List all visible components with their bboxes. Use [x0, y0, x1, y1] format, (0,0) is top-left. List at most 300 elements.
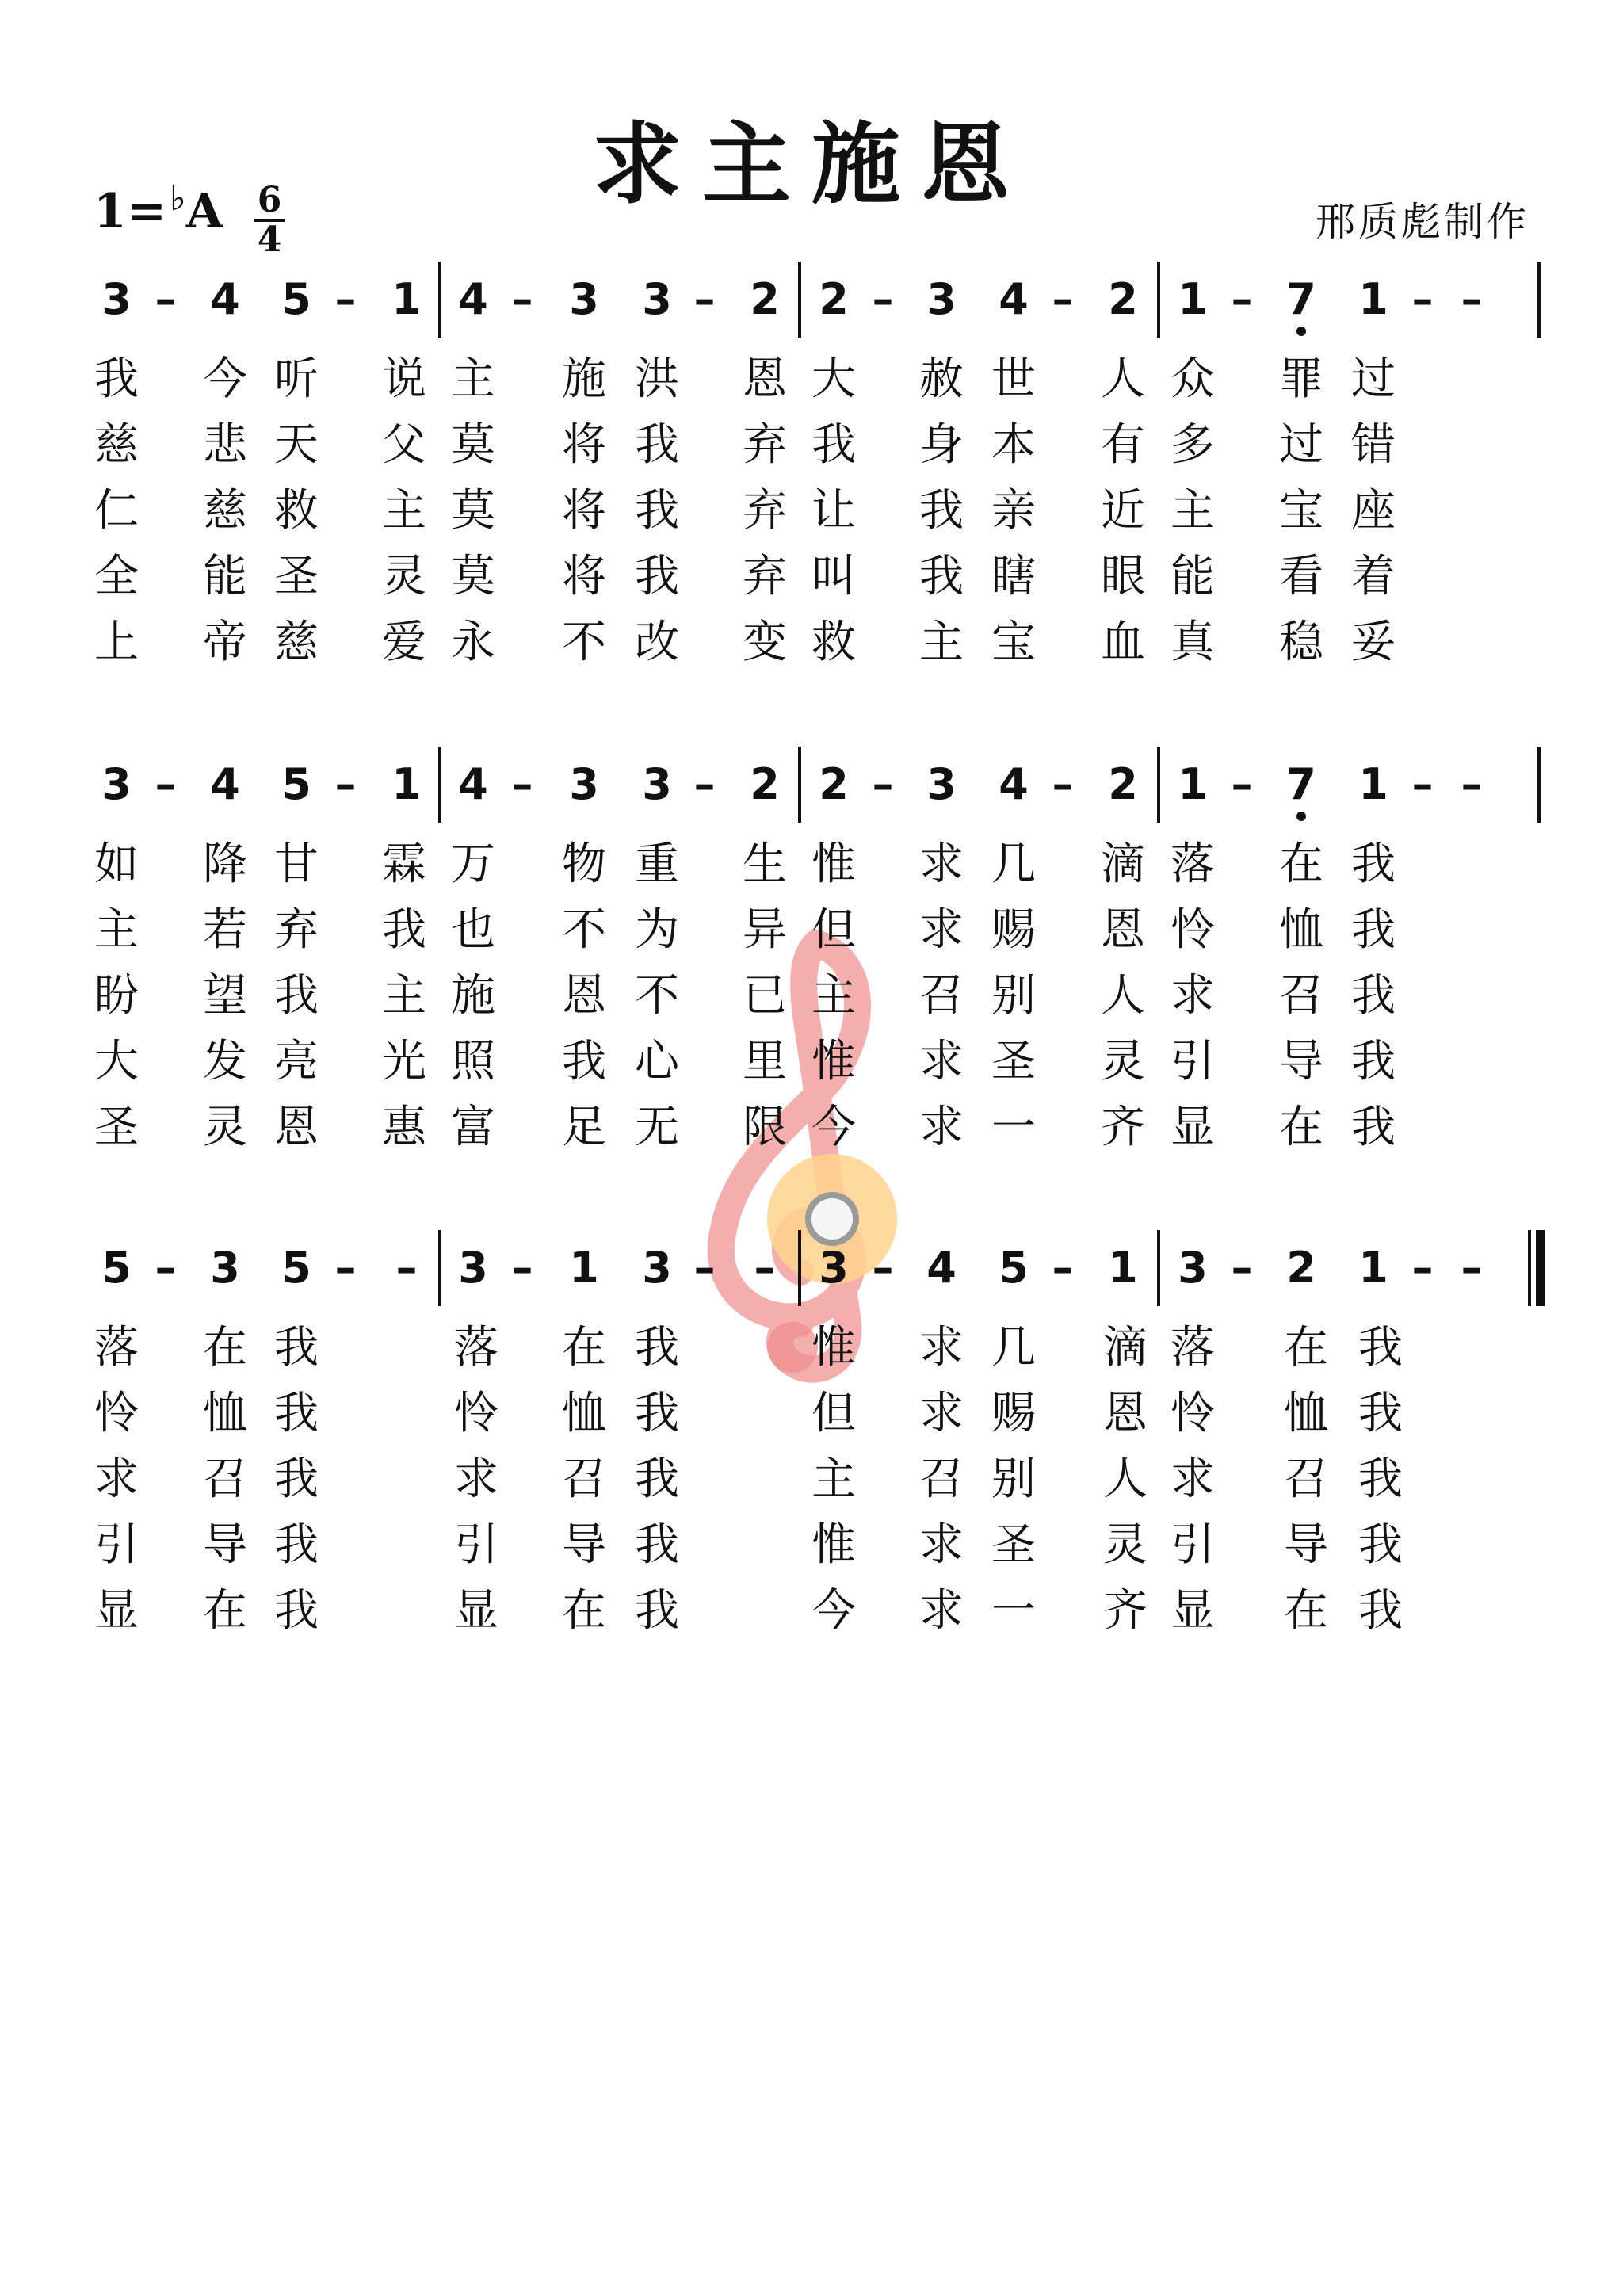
lyric-char: 我: [635, 1585, 679, 1637]
lyric-char: 求: [919, 1388, 964, 1439]
lyric-char: 发: [203, 1036, 247, 1087]
note: 2: [819, 274, 849, 324]
lyric-char: 求: [919, 1519, 964, 1571]
lyric-char: 今: [812, 1585, 856, 1637]
lyric-char: 在: [562, 1322, 606, 1373]
lyric-char: 显: [94, 1585, 139, 1637]
lyric-char: 滴: [1101, 839, 1145, 890]
lyric-char: 妥: [1351, 617, 1396, 668]
lyric-char: 座: [1351, 485, 1396, 537]
note: 1: [569, 1243, 599, 1293]
lyric-char: 大: [812, 353, 856, 405]
lyric-char: 悲: [203, 419, 247, 471]
lyric-char: 在: [203, 1585, 247, 1637]
lyric-char: 齐: [1101, 1102, 1145, 1153]
lyric-char: 显: [1170, 1102, 1215, 1153]
lyric-char: 瞎: [991, 551, 1036, 602]
lyric-char: 物: [562, 839, 606, 890]
lyric-char: 一: [991, 1102, 1036, 1153]
lyric-char: 我: [1358, 1519, 1403, 1571]
note: 1: [391, 274, 422, 324]
note: 5: [281, 1243, 311, 1293]
dash-note: –: [334, 759, 357, 809]
lyric-char: 重: [635, 839, 679, 890]
dash-note: –: [155, 759, 177, 809]
lyric-char: 我: [94, 353, 139, 405]
dash-note: –: [1461, 1243, 1483, 1293]
barline: [438, 1230, 441, 1306]
lyric-char: 惟: [812, 839, 856, 890]
barline: [798, 1230, 801, 1306]
lyric-char: 导: [203, 1519, 247, 1571]
lyric-char: 弃: [274, 904, 319, 956]
lyric-char: 圣: [991, 1036, 1036, 1087]
lyric-char: 恩: [743, 353, 787, 405]
lyric-char: 盼: [94, 970, 139, 1022]
note: 2: [1108, 759, 1138, 809]
lyric-char: 人: [1101, 353, 1145, 405]
note: 7: [1286, 274, 1316, 324]
lyric-char: 父: [382, 419, 426, 471]
lyric-char: 引: [1170, 1036, 1215, 1087]
lyric-char: 求: [919, 1585, 964, 1637]
lyric-char: 求: [1170, 1454, 1215, 1505]
lyric-char: 召: [1279, 970, 1323, 1022]
barline: [1157, 747, 1160, 823]
lyric-char: 落: [454, 1322, 498, 1373]
lyric-char: 召: [562, 1454, 606, 1505]
lyric-char: 将: [562, 419, 606, 471]
lyric-char: 有: [1101, 419, 1145, 471]
lyric-char: 在: [562, 1585, 606, 1637]
dash-note: –: [1411, 274, 1434, 324]
lyric-char: 降: [203, 839, 247, 890]
note: 2: [1286, 1243, 1316, 1293]
lyric-char: 但: [812, 904, 856, 956]
lyric-char: 能: [1170, 551, 1215, 602]
note: 3: [642, 1243, 672, 1293]
lyric-char: 导: [562, 1519, 606, 1571]
lyric-char: 灵: [1101, 1036, 1145, 1087]
lyric-char: 我: [812, 419, 856, 471]
lyric-char: 召: [919, 970, 964, 1022]
lyric-char: 不: [562, 904, 606, 956]
lyric-char: 求: [1170, 970, 1215, 1022]
lyric-char: 几: [991, 1322, 1036, 1373]
note: 1: [1178, 274, 1208, 324]
lyric-char: 灵: [382, 551, 426, 602]
lyric-char: 为: [635, 904, 679, 956]
lyric-char: 恤: [562, 1388, 606, 1439]
lyric-char: 我: [274, 1454, 319, 1505]
lyric-char: 惠: [382, 1102, 426, 1153]
note: 3: [642, 274, 672, 324]
lyric-char: 近: [1101, 485, 1145, 537]
lyric-char: 主: [812, 970, 856, 1022]
lyric-char: 我: [274, 1519, 319, 1571]
lyric-char: 我: [274, 1322, 319, 1373]
lyric-char: 导: [1284, 1519, 1328, 1571]
lyric-char: 真: [1170, 617, 1215, 668]
lyric-char: 引: [454, 1519, 498, 1571]
lyric-char: 今: [203, 353, 247, 405]
lyric-char: 惟: [812, 1519, 856, 1571]
lyric-char: 大: [94, 1036, 139, 1087]
lyric-char: 在: [203, 1322, 247, 1373]
note: 3: [569, 274, 599, 324]
note: 3: [458, 1243, 488, 1293]
note: 7: [1286, 759, 1316, 809]
dash-note: –: [511, 274, 533, 324]
lyric-char: 怜: [94, 1388, 139, 1439]
dash-note: –: [693, 1243, 716, 1293]
lyric-char: 甘: [274, 839, 319, 890]
lyric-char: 主: [812, 1454, 856, 1505]
lyric-char: 慈: [94, 419, 139, 471]
lyric-char: 慈: [274, 617, 319, 668]
dash-note: –: [395, 1243, 418, 1293]
lyric-char: 错: [1351, 419, 1396, 471]
lyric-char: 恤: [1279, 904, 1323, 956]
low-octave-dot: [1296, 812, 1306, 821]
lyric-char: 莫: [451, 485, 495, 537]
key-note: A: [185, 184, 223, 239]
final-barline-thin: [1528, 1230, 1531, 1306]
lyric-char: 本: [991, 419, 1036, 471]
disc-hub: [808, 1195, 856, 1243]
lyric-char: 滴: [1103, 1322, 1148, 1373]
lyric-char: 万: [451, 839, 495, 890]
lyric-char: 能: [203, 551, 247, 602]
lyric-char: 恤: [203, 1388, 247, 1439]
lyric-char: 今: [812, 1102, 856, 1153]
lyric-char: 将: [562, 485, 606, 537]
lyric-char: 施: [451, 970, 495, 1022]
lyric-char: 几: [991, 839, 1036, 890]
note: 4: [210, 274, 240, 324]
end-barline: [1537, 747, 1541, 823]
lyric-char: 我: [274, 1388, 319, 1439]
lyric-char: 落: [94, 1322, 139, 1373]
lyric-char: 引: [1170, 1519, 1215, 1571]
note: 1: [1178, 759, 1208, 809]
lyric-char: 我: [635, 551, 679, 602]
lyric-char: 求: [919, 904, 964, 956]
barline: [798, 747, 801, 823]
time-bottom: 4: [257, 220, 282, 260]
lyric-char: 光: [382, 1036, 426, 1087]
dash-note: –: [872, 1243, 894, 1293]
lyric-char: 眼: [1101, 551, 1145, 602]
dash-note: –: [334, 1243, 357, 1293]
lyric-char: 生: [743, 839, 787, 890]
dash-note: –: [1052, 274, 1074, 324]
lyric-char: 我: [382, 904, 426, 956]
barline: [798, 262, 801, 338]
lyric-char: 灵: [203, 1102, 247, 1153]
note: 4: [999, 759, 1029, 809]
note: 4: [458, 274, 488, 324]
note: 2: [750, 759, 780, 809]
lyric-char: 说: [382, 353, 426, 405]
lyric-char: 主: [382, 485, 426, 537]
lyric-char: 我: [1351, 1102, 1396, 1153]
lyric-char: 怜: [1170, 1388, 1215, 1439]
lyric-char: 我: [274, 1585, 319, 1637]
lyric-char: 主: [94, 904, 139, 956]
lyric-char: 导: [1279, 1036, 1323, 1087]
dash-note: –: [754, 1243, 776, 1293]
lyric-char: 落: [1170, 839, 1215, 890]
lyric-char: 落: [1170, 1322, 1215, 1373]
lyric-char: 多: [1170, 419, 1215, 471]
dash-note: –: [155, 1243, 177, 1293]
dash-note: –: [1231, 274, 1253, 324]
dash-note: –: [693, 759, 716, 809]
dash-note: –: [511, 759, 533, 809]
note: 5: [999, 1243, 1029, 1293]
note: 3: [1178, 1243, 1208, 1293]
lyric-char: 也: [451, 904, 495, 956]
lyric-char: 已: [743, 970, 787, 1022]
lyric-char: 我: [635, 1322, 679, 1373]
lyric-char: 恩: [562, 970, 606, 1022]
lyric-char: 富: [451, 1102, 495, 1153]
lyric-char: 恩: [274, 1102, 319, 1153]
lyric-char: 仁: [94, 485, 139, 537]
lyric-char: 心: [635, 1036, 679, 1087]
note: 3: [642, 759, 672, 809]
barline: [438, 262, 441, 338]
time-top: 6: [257, 180, 282, 220]
lyric-char: 怜: [454, 1388, 498, 1439]
lyric-char: 不: [562, 617, 606, 668]
lyric-char: 莫: [451, 419, 495, 471]
barline: [1157, 1230, 1160, 1306]
lyric-char: 但: [812, 1388, 856, 1439]
note: 3: [926, 759, 957, 809]
lyric-char: 求: [919, 839, 964, 890]
lyric-char: 施: [562, 353, 606, 405]
note: 4: [999, 274, 1029, 324]
lyric-char: 不: [635, 970, 679, 1022]
key-prefix: 1=: [94, 184, 167, 239]
lyric-char: 看: [1279, 551, 1323, 602]
key-signature: [94, 178, 223, 239]
note: 3: [819, 1243, 849, 1293]
dash-note: –: [1052, 1243, 1074, 1293]
lyric-char: 洪: [635, 353, 679, 405]
lyric-char: 求: [454, 1454, 498, 1505]
lyric-char: 上: [94, 617, 139, 668]
lyric-char: 稳: [1279, 617, 1323, 668]
end-barline: [1537, 262, 1541, 338]
lyric-char: 显: [1170, 1585, 1215, 1637]
lyric-char: 召: [919, 1454, 964, 1505]
lyric-char: 主: [451, 353, 495, 405]
note: 4: [458, 759, 488, 809]
dash-note: –: [1231, 759, 1253, 809]
lyric-char: 求: [94, 1454, 139, 1505]
lyric-char: 圣: [274, 551, 319, 602]
lyric-char: 赐: [991, 1388, 1036, 1439]
note: 1: [1108, 1243, 1138, 1293]
lyric-char: 我: [635, 485, 679, 537]
lyric-char: 足: [562, 1102, 606, 1153]
lyric-char: 我: [919, 485, 964, 537]
lyric-char: 我: [635, 419, 679, 471]
lyric-char: 别: [991, 1454, 1036, 1505]
lyric-char: 亲: [991, 485, 1036, 537]
note: 5: [281, 759, 311, 809]
note: 1: [1358, 1243, 1388, 1293]
lyric-char: 惟: [812, 1322, 856, 1373]
note: 5: [101, 1243, 132, 1293]
dash-note: –: [872, 274, 894, 324]
lyric-char: 救: [812, 617, 856, 668]
lyric-char: 莫: [451, 551, 495, 602]
lyric-char: 我: [1358, 1322, 1403, 1373]
lyric-char: 齐: [1103, 1585, 1148, 1637]
lyric-char: 人: [1103, 1454, 1148, 1505]
lyric-char: 我: [1358, 1585, 1403, 1637]
lyric-char: 主: [1170, 485, 1215, 537]
lyric-char: 我: [1358, 1454, 1403, 1505]
lyric-char: 望: [203, 970, 247, 1022]
lyric-char: 亮: [274, 1036, 319, 1087]
lyric-char: 里: [743, 1036, 787, 1087]
lyric-char: 异: [743, 904, 787, 956]
lyric-char: 众: [1170, 353, 1215, 405]
note: 1: [1358, 759, 1388, 809]
lyric-char: 弃: [743, 551, 787, 602]
lyric-char: 过: [1279, 419, 1323, 471]
dash-note: –: [1052, 759, 1074, 809]
lyric-char: 宝: [1279, 485, 1323, 537]
lyric-char: 着: [1351, 551, 1396, 602]
lyric-char: 我: [1358, 1388, 1403, 1439]
lyric-char: 人: [1101, 970, 1145, 1022]
lyric-char: 灵: [1103, 1519, 1148, 1571]
note: 1: [391, 759, 422, 809]
lyric-char: 圣: [991, 1519, 1036, 1571]
time-signature: [254, 180, 285, 260]
low-octave-dot: [1296, 327, 1306, 336]
lyric-char: 救: [274, 485, 319, 537]
lyric-char: 恩: [1103, 1388, 1148, 1439]
lyric-char: 改: [635, 617, 679, 668]
note: 4: [210, 759, 240, 809]
lyric-char: 世: [991, 353, 1036, 405]
dash-note: –: [1461, 274, 1483, 324]
note: 2: [819, 759, 849, 809]
lyric-char: 在: [1284, 1322, 1328, 1373]
lyric-char: 我: [1351, 839, 1396, 890]
lyric-char: 引: [94, 1519, 139, 1571]
note: 4: [926, 1243, 957, 1293]
lyric-char: 怜: [1170, 904, 1215, 956]
dash-note: –: [1411, 759, 1434, 809]
lyric-char: 永: [451, 617, 495, 668]
dash-note: –: [1231, 1243, 1253, 1293]
lyric-char: 限: [743, 1102, 787, 1153]
note: 3: [101, 274, 132, 324]
lyric-char: 求: [919, 1036, 964, 1087]
dash-note: –: [334, 274, 357, 324]
lyric-char: 慈: [203, 485, 247, 537]
lyric-char: 过: [1351, 353, 1396, 405]
lyric-char: 让: [812, 485, 856, 537]
lyric-char: 主: [919, 617, 964, 668]
lyric-char: 召: [1284, 1454, 1328, 1505]
barline: [1157, 262, 1160, 338]
lyric-char: 圣: [94, 1102, 139, 1153]
note: 5: [281, 274, 311, 324]
lyric-char: 我: [919, 551, 964, 602]
note: 2: [750, 274, 780, 324]
lyric-char: 照: [451, 1036, 495, 1087]
song-title: 求主施恩: [593, 113, 1030, 216]
lyric-char: 在: [1279, 1102, 1323, 1153]
lyric-char: 我: [635, 1388, 679, 1439]
lyric-char: 在: [1279, 839, 1323, 890]
lyric-char: 血: [1101, 617, 1145, 668]
lyric-char: 在: [1284, 1585, 1328, 1637]
lyric-char: 赦: [919, 353, 964, 405]
lyric-char: 我: [274, 970, 319, 1022]
lyric-char: 宝: [991, 617, 1036, 668]
dash-note: –: [872, 759, 894, 809]
lyric-char: 变: [743, 617, 787, 668]
lyric-char: 显: [454, 1585, 498, 1637]
lyric-char: 身: [919, 419, 964, 471]
lyric-char: 求: [919, 1102, 964, 1153]
lyric-char: 天: [274, 419, 319, 471]
lyric-char: 我: [635, 1454, 679, 1505]
dash-note: –: [1461, 759, 1483, 809]
lyric-char: 弃: [743, 485, 787, 537]
lyric-char: 无: [635, 1102, 679, 1153]
lyric-char: 全: [94, 551, 139, 602]
lyric-char: 我: [1351, 904, 1396, 956]
lyric-char: 召: [203, 1454, 247, 1505]
note: 3: [101, 759, 132, 809]
lyric-char: 听: [274, 353, 319, 405]
note: 2: [1108, 274, 1138, 324]
lyric-char: 我: [1351, 970, 1396, 1022]
lyric-char: 别: [991, 970, 1036, 1022]
lyric-char: 恤: [1284, 1388, 1328, 1439]
dash-note: –: [155, 274, 177, 324]
barline: [438, 747, 441, 823]
lyric-char: 霖: [382, 839, 426, 890]
lyric-char: 将: [562, 551, 606, 602]
lyric-char: 弃: [743, 419, 787, 471]
dash-note: –: [511, 1243, 533, 1293]
lyric-char: 叫: [812, 551, 856, 602]
note: 1: [1358, 274, 1388, 324]
note: 3: [210, 1243, 240, 1293]
lyric-char: 主: [382, 970, 426, 1022]
lyric-char: 一: [991, 1585, 1036, 1637]
lyric-char: 赐: [991, 904, 1036, 956]
lyric-char: 恩: [1101, 904, 1145, 956]
lyric-char: 我: [635, 1519, 679, 1571]
lyric-char: 惟: [812, 1036, 856, 1087]
lyric-char: 我: [1351, 1036, 1396, 1087]
note: 3: [569, 759, 599, 809]
note: 3: [926, 274, 957, 324]
